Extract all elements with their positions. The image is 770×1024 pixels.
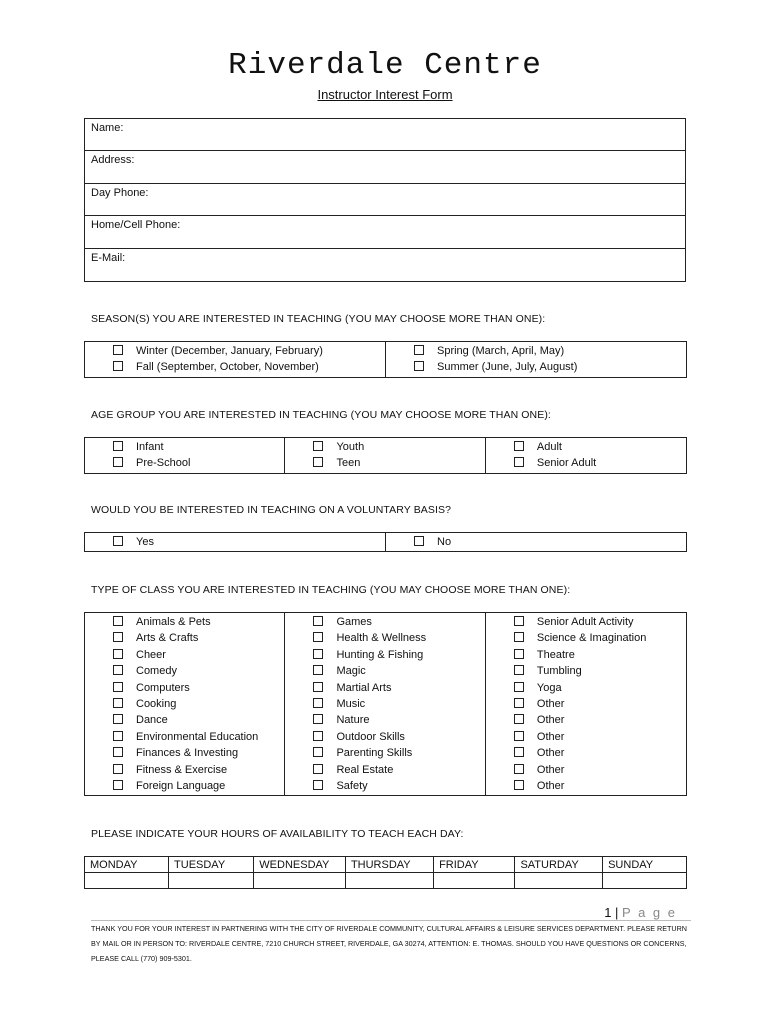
checkbox-icon[interactable] bbox=[113, 345, 123, 355]
day-label: THURSDAY bbox=[345, 857, 433, 873]
voluntary-heading: WOULD YOU BE INTERESTED IN TEACHING ON A VOLUNTARY BASIS? bbox=[91, 504, 452, 516]
checkbox-option[interactable] bbox=[313, 729, 484, 745]
voluntary-table bbox=[84, 532, 687, 552]
checkbox-option[interactable] bbox=[514, 663, 686, 679]
checkbox-option[interactable] bbox=[514, 647, 686, 663]
checkbox-label: Other bbox=[536, 730, 565, 743]
checkbox-option[interactable] bbox=[313, 663, 484, 679]
checkbox-icon[interactable] bbox=[414, 345, 424, 355]
checkbox-icon[interactable] bbox=[313, 698, 323, 708]
checkbox-label: Adult bbox=[536, 441, 562, 453]
day-label: SATURDAY bbox=[515, 857, 603, 873]
day-label: MONDAY bbox=[85, 857, 169, 873]
checkbox-icon[interactable] bbox=[514, 616, 524, 626]
checkbox-label: Environmental Education bbox=[136, 730, 259, 743]
contact-info-table bbox=[84, 118, 686, 282]
checkbox-option[interactable] bbox=[514, 696, 686, 712]
checkbox-icon[interactable] bbox=[113, 649, 123, 659]
availability-heading: PLEASE INDICATE YOUR HOURS OF AVAILABILITY TO TEACH EACH DAY: bbox=[91, 828, 464, 840]
checkbox-label: Other bbox=[536, 697, 565, 710]
checkbox-icon[interactable] bbox=[313, 457, 323, 467]
day-hours-cell[interactable] bbox=[603, 873, 687, 889]
checkbox-icon[interactable] bbox=[113, 616, 123, 626]
checkbox-option[interactable] bbox=[313, 680, 484, 696]
checkbox-label: Finances & Investing bbox=[136, 747, 239, 760]
checkbox-icon[interactable] bbox=[514, 457, 524, 467]
days-hours-row bbox=[85, 873, 687, 889]
checkbox-option[interactable] bbox=[113, 614, 284, 630]
day-hours-cell[interactable] bbox=[345, 873, 433, 889]
checkbox-icon[interactable] bbox=[514, 764, 524, 774]
checkbox-label: Martial Arts bbox=[336, 681, 392, 694]
checkbox-icon[interactable] bbox=[514, 665, 524, 675]
checkbox-icon[interactable] bbox=[313, 747, 323, 757]
checkbox-option[interactable] bbox=[313, 762, 484, 778]
checkbox-label: Safety bbox=[336, 779, 368, 792]
checkbox-option[interactable] bbox=[113, 630, 284, 646]
checkbox-option[interactable] bbox=[313, 696, 484, 712]
checkbox-label: Parenting Skills bbox=[336, 747, 413, 760]
checkbox-label: Winter (December, January, February) bbox=[136, 345, 323, 357]
checkbox-icon[interactable] bbox=[113, 731, 123, 741]
checkbox-option[interactable] bbox=[514, 630, 686, 646]
checkbox-label: Games bbox=[336, 616, 372, 628]
checkbox-icon[interactable] bbox=[514, 780, 524, 790]
checkbox-icon[interactable] bbox=[514, 714, 524, 724]
checkbox-icon[interactable] bbox=[414, 361, 424, 371]
footer-note: THANK YOU FOR YOUR INTEREST IN PARTNERING WITH THE CITY OF RIVERDALE COMMUNITY, CULTURAL AFFAIRS & LEISURE SERVICES DEPARTMENT. PLEASE RETURN BY MAIL OR IN PERSON TO: RIVERDALE CENTRE, 7210 CHURCH STREET, RIVERDALE, GA 30274, ATTENTION: E. THOMAS. SHOULD YOU HAVE QUESTIONS OR CONCERNS, PLEASE CALL (770) 909-5301. bbox=[91, 920, 691, 966]
checkbox-option[interactable] bbox=[313, 455, 484, 471]
day-label: TUESDAY bbox=[169, 857, 254, 873]
checkbox-option[interactable] bbox=[514, 729, 686, 745]
checkbox-label: Health & Wellness bbox=[336, 632, 427, 645]
checkbox-option[interactable] bbox=[414, 359, 686, 375]
checkbox-label: Magic bbox=[336, 665, 366, 678]
checkbox-label: Other bbox=[536, 779, 565, 792]
checkbox-option[interactable] bbox=[514, 680, 686, 696]
checkbox-option[interactable] bbox=[113, 745, 284, 761]
checkbox-icon[interactable] bbox=[113, 698, 123, 708]
checkbox-label: Comedy bbox=[136, 665, 177, 678]
checkbox-icon[interactable] bbox=[514, 632, 524, 642]
checkbox-icon[interactable] bbox=[313, 682, 323, 692]
checkbox-option[interactable] bbox=[113, 680, 284, 696]
checkbox-option[interactable] bbox=[113, 762, 284, 778]
checkbox-label: Senior Adult Activity bbox=[536, 616, 634, 628]
checkbox-option[interactable] bbox=[414, 343, 686, 359]
checkbox-option[interactable] bbox=[113, 712, 284, 728]
checkbox-label: Science & Imagination bbox=[536, 632, 647, 645]
class-type-heading: TYPE OF CLASS YOU ARE INTERESTED IN TEACHING (YOU MAY CHOOSE MORE THAN ONE): bbox=[91, 584, 571, 596]
checkbox-label: Spring (March, April, May) bbox=[437, 345, 565, 357]
checkbox-icon[interactable] bbox=[113, 764, 123, 774]
seasons-heading: SEASON(S) YOU ARE INTERESTED IN TEACHING (YOU MAY CHOOSE MORE THAN ONE): bbox=[91, 313, 546, 325]
checkbox-option[interactable] bbox=[514, 762, 686, 778]
day-label: SUNDAY bbox=[603, 857, 687, 873]
checkbox-icon[interactable] bbox=[514, 682, 524, 692]
checkbox-label: Pre-School bbox=[136, 457, 191, 470]
checkbox-label: Music bbox=[336, 697, 366, 710]
checkbox-label: Nature bbox=[336, 714, 370, 727]
checkbox-icon[interactable] bbox=[514, 731, 524, 741]
checkbox-label: Cooking bbox=[136, 697, 177, 710]
checkbox-label: Theatre bbox=[536, 648, 575, 661]
day-phone-field[interactable]: Day Phone: bbox=[85, 184, 685, 216]
email-field[interactable]: E-Mail: bbox=[91, 251, 126, 264]
checkbox-option[interactable] bbox=[514, 712, 686, 728]
day-label: FRIDAY bbox=[434, 857, 515, 873]
checkbox-option[interactable] bbox=[514, 439, 686, 455]
checkbox-option[interactable] bbox=[113, 455, 284, 471]
checkbox-icon[interactable] bbox=[113, 665, 123, 675]
checkbox-icon[interactable] bbox=[113, 682, 123, 692]
checkbox-icon[interactable] bbox=[313, 731, 323, 741]
checkbox-label: Outdoor Skills bbox=[336, 730, 405, 743]
checkbox-icon[interactable] bbox=[313, 714, 323, 724]
age-group-heading: AGE GROUP YOU ARE INTERESTED IN TEACHING (YOU MAY CHOOSE MORE THAN ONE): bbox=[91, 409, 551, 421]
checkbox-label: Fall (September, October, November) bbox=[136, 361, 319, 374]
day-hours-cell[interactable] bbox=[169, 873, 254, 889]
checkbox-option[interactable] bbox=[113, 359, 385, 375]
checkbox-option[interactable] bbox=[313, 712, 484, 728]
checkbox-icon[interactable] bbox=[514, 441, 524, 451]
checkbox-option[interactable] bbox=[313, 778, 484, 794]
page-title: Riverdale Centre bbox=[228, 48, 542, 83]
availability-table bbox=[84, 856, 687, 889]
checkbox-icon[interactable] bbox=[313, 780, 323, 790]
checkbox-icon[interactable] bbox=[313, 441, 323, 451]
checkbox-icon[interactable] bbox=[313, 616, 323, 626]
age-group-table bbox=[84, 437, 687, 474]
address-field[interactable]: Address: bbox=[85, 151, 685, 183]
checkbox-option[interactable] bbox=[113, 534, 385, 550]
page-number-value: 1 bbox=[604, 905, 612, 920]
checkbox-label: Other bbox=[536, 747, 565, 760]
checkbox-label: Arts & Crafts bbox=[136, 632, 199, 645]
checkbox-icon[interactable] bbox=[313, 665, 323, 675]
checkbox-label: Hunting & Fishing bbox=[336, 648, 424, 661]
checkbox-option[interactable] bbox=[113, 439, 284, 455]
checkbox-label: Yoga bbox=[536, 681, 562, 694]
checkbox-icon[interactable] bbox=[113, 747, 123, 757]
day-hours-cell[interactable] bbox=[254, 873, 346, 889]
checkbox-label: Summer (June, July, August) bbox=[437, 361, 578, 374]
checkbox-option[interactable] bbox=[514, 778, 686, 794]
day-hours-cell[interactable] bbox=[85, 873, 169, 889]
checkbox-label: Tumbling bbox=[536, 665, 582, 678]
checkbox-option[interactable] bbox=[313, 647, 484, 663]
checkbox-icon[interactable] bbox=[514, 649, 524, 659]
checkbox-icon[interactable] bbox=[313, 632, 323, 642]
checkbox-label: Dance bbox=[136, 714, 168, 727]
checkbox-label: No bbox=[437, 536, 452, 548]
checkbox-option[interactable] bbox=[514, 745, 686, 761]
checkbox-label: Fitness & Exercise bbox=[136, 763, 228, 776]
checkbox-icon[interactable] bbox=[113, 780, 123, 790]
checkbox-option[interactable] bbox=[113, 729, 284, 745]
checkbox-option[interactable] bbox=[313, 439, 484, 455]
checkbox-option[interactable] bbox=[113, 696, 284, 712]
checkbox-label: Teen bbox=[336, 457, 361, 470]
checkbox-icon[interactable] bbox=[414, 536, 424, 546]
checkbox-label: Youth bbox=[336, 441, 365, 453]
page-label: P a g e bbox=[622, 905, 677, 920]
checkbox-label: Other bbox=[536, 714, 565, 727]
checkbox-option[interactable] bbox=[313, 614, 484, 630]
checkbox-icon[interactable] bbox=[113, 536, 123, 546]
days-header-row bbox=[85, 857, 687, 873]
checkbox-label: Infant bbox=[136, 441, 164, 453]
checkbox-label: Yes bbox=[136, 536, 154, 548]
checkbox-option[interactable] bbox=[113, 663, 284, 679]
checkbox-label: Other bbox=[536, 763, 565, 776]
checkbox-label: Foreign Language bbox=[136, 779, 226, 792]
checkbox-option[interactable] bbox=[514, 455, 686, 471]
checkbox-icon[interactable] bbox=[113, 457, 123, 467]
home-cell-phone-field[interactable]: Home/Cell Phone: bbox=[85, 216, 685, 248]
checkbox-icon[interactable] bbox=[514, 747, 524, 757]
checkbox-icon[interactable] bbox=[113, 632, 123, 642]
checkbox-option[interactable] bbox=[414, 534, 686, 550]
checkbox-label: Cheer bbox=[136, 648, 166, 661]
checkbox-label: Real Estate bbox=[336, 763, 394, 776]
checkbox-option[interactable] bbox=[113, 647, 284, 663]
checkbox-icon[interactable] bbox=[113, 714, 123, 724]
page-number: 1 | P a g e bbox=[604, 905, 677, 920]
checkbox-option[interactable] bbox=[514, 614, 686, 630]
checkbox-option[interactable] bbox=[313, 745, 484, 761]
checkbox-label: Animals & Pets bbox=[136, 616, 211, 628]
checkbox-icon[interactable] bbox=[313, 764, 323, 774]
class-type-table bbox=[84, 612, 687, 796]
checkbox-icon[interactable] bbox=[113, 441, 123, 451]
checkbox-label: Computers bbox=[136, 681, 190, 694]
form-subtitle: Instructor Interest Form bbox=[317, 87, 453, 102]
checkbox-option[interactable] bbox=[113, 778, 284, 794]
day-hours-cell[interactable] bbox=[515, 873, 603, 889]
day-label: WEDNESDAY bbox=[254, 857, 346, 873]
checkbox-icon[interactable] bbox=[514, 698, 524, 708]
name-field[interactable]: Name: bbox=[85, 119, 685, 151]
seasons-table bbox=[84, 341, 687, 378]
checkbox-option[interactable] bbox=[313, 630, 484, 646]
checkbox-icon[interactable] bbox=[113, 361, 123, 371]
checkbox-option[interactable] bbox=[113, 343, 385, 359]
checkbox-label: Senior Adult bbox=[536, 457, 597, 470]
checkbox-icon[interactable] bbox=[313, 649, 323, 659]
day-hours-cell[interactable] bbox=[434, 873, 515, 889]
